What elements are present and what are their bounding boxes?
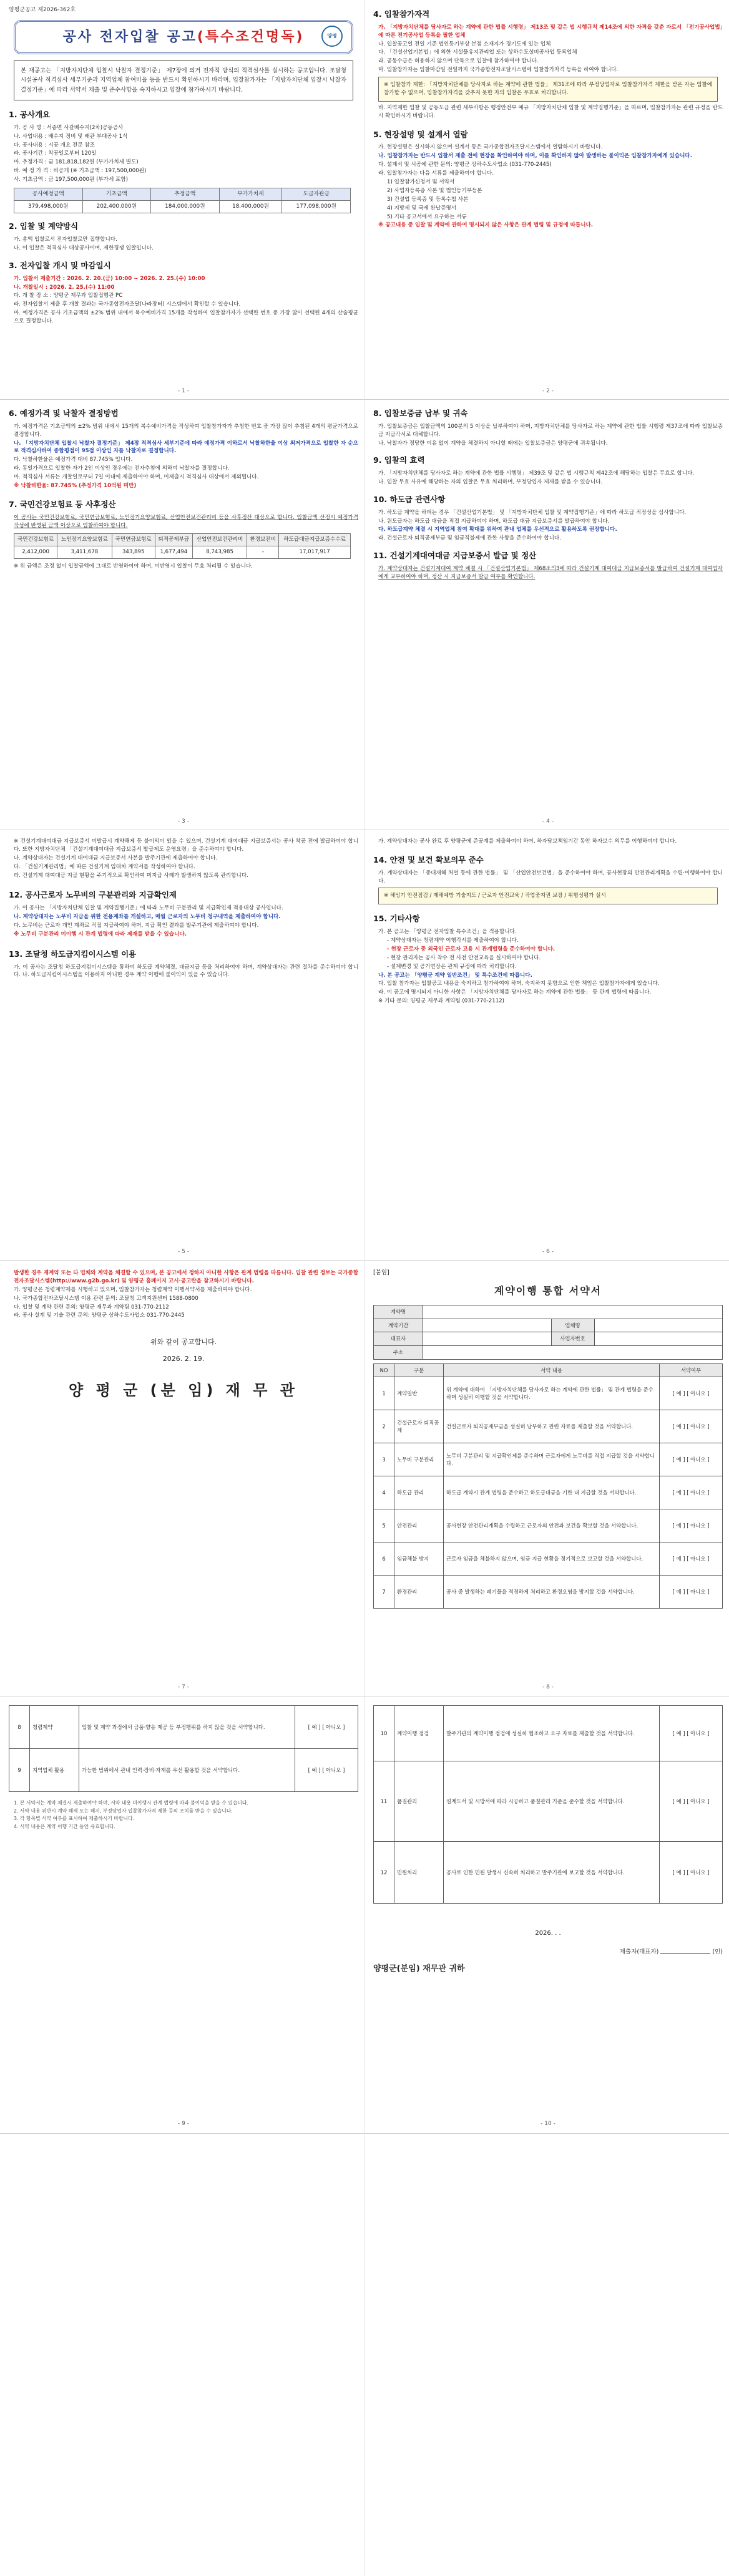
pledge-checkbox[interactable]: [ 예 ] [ 아니오 ]: [660, 1377, 723, 1410]
price-cell: 18,400,000원: [219, 201, 282, 213]
section-heading: 13. 조달청 하도급지킴이시스템 이용: [9, 949, 137, 959]
paragraph: 가. 계약상대자는 공사 완료 후 양평군에 준공계를 제출하여야 하며, 하자담보책임기간 동안 하자보수 의무를 이행하여야 합니다.: [378, 838, 677, 845]
list-item: 가. 총액 입찰로서 전자입찰로만 집행합니다.: [14, 236, 117, 243]
pledge-table: [373, 1363, 723, 1609]
note-text: 3. 각 항목별 서약 여부를 표시하여 제출하시기 바랍니다.: [14, 1816, 134, 1822]
list-item: 다. 입찰 참가자는 입찰공고 내용을 숙지하고 참가하여야 하며, 숙지하지 못함으로 인한 책임은 입찰참가자에게 있습니다.: [378, 981, 660, 987]
list-item: 바. 지역제한 입찰 및 공동도급 관련 세부사항은 행정안전부 예규 「지방자치단체 입찰 및 계약집행기준」을 따르며, 입찰참가자는 관련 규정을 반드시 확인하시기 바랍니다.: [378, 104, 723, 119]
row-number: 3: [374, 1443, 394, 1476]
list-item: 나. 입찰참가자는 반드시 입찰서 제출 전에 현장을 확인하여야 하며, 이를 확인하지 않아 발생하는 불이익은 입찰참가자에게 있습니다.: [378, 153, 692, 160]
page-number: - 6 -: [542, 1249, 554, 1255]
section-heading: 9. 입찰의 효력: [373, 455, 425, 465]
section-heading: 1. 공사개요: [9, 110, 51, 120]
page-number: - 7 -: [178, 1684, 189, 1690]
list-item: 가. 계약상대자는 건설기계대여 계약 체결 시 「건설산업기본법」 제68조의3에 따라 건설기계 대여대금 지급보증서를 발급하여 건설기계 대여업자에게 교부하여야 하며, 정산 시 지급보증서 발급 여부를 확인합니다.: [378, 566, 723, 580]
county-seal-icon: 양평: [321, 26, 343, 47]
list-item: 라. 건설근로자 퇴직공제부금 및 임금직불제에 관한 사항을 준수하여야 합니다.: [378, 535, 561, 542]
table-row: [374, 1410, 723, 1443]
page-number: - 5 -: [178, 1249, 189, 1255]
row-text: 위 계약에 대하여 「지방자치단체를 당사자로 하는 계약에 관한 법률」 및 관계 법령을 준수하며 성실히 이행할 것을 서약합니다.: [444, 1377, 660, 1410]
list-item: 다. 낙찰하한율은 예정가격 대비 87.745% 입니다.: [14, 457, 133, 463]
row-category: 임금체불 방지: [394, 1542, 444, 1576]
list-item: 다. 공사내용 : 시공 개요 전문 참조: [14, 142, 95, 148]
note-text: 2. 서약 내용 위반시 계약 해제 또는 해지, 부정당업자 입찰참가자격 제한 등의 조치를 받을 수 있습니다.: [14, 1808, 233, 1814]
page-3: [9, 407, 358, 818]
page-5: [9, 837, 358, 1249]
list-item: 나. 본 공고는 「양평군 계약 일반조건」 및 특수조건에 따릅니다.: [378, 972, 532, 979]
page-7: [9, 1269, 358, 1687]
price-cell: 202,400,000원: [82, 201, 151, 213]
page-number: - 1 -: [178, 388, 189, 394]
note-text: 4. 서약 내용은 계약 이행 기간 동안 유효합니다.: [14, 1824, 115, 1830]
bizno-field[interactable]: [594, 1332, 723, 1346]
page-10: [373, 1705, 723, 2123]
seal-mark: (인): [712, 1949, 723, 1955]
insurance-header: 하도급대금지급보증수수료: [279, 534, 351, 546]
row-category: 계약이행 점검: [394, 1706, 444, 1761]
list-item: 다. 노무비는 근로자 개인 계좌로 직접 지급하여야 하며, 지급 확인 결과를 발주기관에 제출하여야 합니다.: [14, 922, 259, 929]
section-heading: 5. 현장설명 및 설계서 열람: [373, 129, 468, 139]
table-row: [374, 1576, 723, 1609]
list-item: - 현장 근로자 중 외국인 근로자 고용 시 관계법령을 준수하여야 합니다.: [387, 946, 555, 952]
price-header: 기초금액: [82, 188, 151, 201]
list-item: 가. 「지방자치단체를 당사자로 하는 계약에 관한 법률 시행령」 제13조 및 같은 법 시행규칙 제14조에 의한 자격을 갖춘 자로서 「전기공사업법」에 따른 전기공사업 등록을 필한 업체: [378, 24, 723, 39]
insurance-cell: 343,895: [112, 546, 155, 559]
list-item: 나. 입찰공고일 전일 기준 법인등기부상 본점 소재지가 경기도에 있는 업체: [378, 41, 551, 47]
row-number: 5: [374, 1509, 394, 1542]
price-table: [14, 188, 351, 213]
contract-period-field[interactable]: [423, 1319, 552, 1332]
list-item: 가. 입찰서 제출기간 : 2026. 2. 20.(금) 10:00 ~ 2026. 2. 25.(수) 10:00: [14, 275, 205, 282]
header-label: 사업자번호: [551, 1332, 594, 1346]
notice-title-box: [14, 20, 353, 54]
table-row: [374, 1509, 723, 1542]
notice-title-sub: (특수조건명독): [197, 29, 305, 45]
row-category: 민원처리: [394, 1842, 444, 1904]
row-category: 안전관리: [394, 1509, 444, 1542]
list-item: 나. 이 입찰은 적격심사 대상공사이며, 제한경쟁 입찰입니다.: [14, 245, 154, 252]
list-item: - 계약상대자는 청렴계약 이행각서를 제출하여야 합니다.: [387, 937, 519, 944]
row-category: 청렴계약: [30, 1706, 79, 1749]
row-category: 지역업체 활용: [30, 1749, 79, 1792]
row-text: 설계도서 및 시방서에 따라 시공하고 품질관리 기준을 준수할 것을 서약합니다.: [444, 1761, 660, 1842]
list-item: 가. 예정가격은 기초금액의 ±2% 범위 내에서 15개의 복수예비가격을 작성하여 입찰참가자가 추첨한 번호 중 가장 많이 추첨된 4개의 평균가격으로 결정합니다.: [14, 423, 358, 438]
table-row: [374, 1761, 723, 1842]
sign-row: [373, 1948, 723, 1957]
header-label: 계약명: [374, 1305, 423, 1319]
list-item: 라. 입찰참가자는 다음 서류를 제출하여야 합니다.: [378, 170, 494, 177]
list-item: 마. 입찰참가자는 입찰마감일 전일까지 국가종합전자조달시스템에 입찰참가자격 등록을 하여야 합니다.: [378, 67, 619, 74]
section-heading: 6. 예정가격 및 낙찰자 결정방법: [9, 409, 119, 418]
pledge-checkbox[interactable]: [ 예 ] [ 아니오 ]: [660, 1476, 723, 1509]
insurance-header: 환경보전비: [247, 534, 279, 546]
contract-name-field[interactable]: [423, 1305, 723, 1319]
pledge-checkbox[interactable]: [ 예 ] [ 아니오 ]: [295, 1706, 358, 1749]
section-heading: 12. 공사근로자 노무비의 구분관리와 지급확인제: [9, 890, 177, 900]
row-number: 9: [9, 1749, 30, 1792]
section-heading: 4. 입찰참가자격: [373, 9, 430, 19]
notice-title: 공사 전자입찰 공고: [62, 29, 197, 45]
list-item: 다. 하도급계약 체결 시 지역업체 참여 확대를 위하여 관내 업체를 우선적으로 활용하도록 권장합니다.: [378, 526, 617, 533]
header-label: 주소: [374, 1346, 423, 1360]
section-heading: 2. 입찰 및 계약방식: [9, 221, 79, 231]
list-item: 마. 예정가격은 공사 기초금액의 ±2% 범위 내에서 복수예비가격 15개를 작성하여 입찰참가자가 선택한 번호 중 가장 많이 선택된 4개의 산술평균으로 결정합니다.: [14, 310, 358, 325]
pledge-header-table: [373, 1305, 723, 1359]
row-text: 입찰 및 계약 과정에서 금품·향응 제공 등 부정행위를 하지 않을 것을 서약합니다.: [79, 1706, 295, 1749]
page-number: - 2 -: [542, 388, 554, 394]
row-number: 11: [374, 1761, 394, 1842]
page-1: [9, 6, 358, 393]
list-item: 나. 개찰일시 : 2026. 2. 25.(수) 11:00: [14, 284, 115, 291]
row-number: 4: [374, 1476, 394, 1509]
pledge-checkbox[interactable]: [ 예 ] [ 아니오 ]: [660, 1509, 723, 1542]
row-category: 하도급 관리: [394, 1476, 444, 1509]
pledge-checkbox[interactable]: [ 예 ] [ 아니오 ]: [660, 1443, 723, 1476]
list-item: 라. 건설기계 대여대금 지급 현황을 주기적으로 확인하여 미지급 사례가 발생하지 않도록 관리합니다.: [14, 872, 248, 879]
row-text: 건설근로자 퇴직공제부금을 성실히 납부하고 관련 자료를 제출할 것을 서약합니다.: [444, 1410, 660, 1443]
section-heading: 10. 하도급 관련사항: [373, 494, 446, 504]
row-number: 12: [374, 1842, 394, 1904]
page-number: - 4 -: [542, 818, 554, 825]
pledge-checkbox[interactable]: [ 예 ] [ 아니오 ]: [660, 1542, 723, 1576]
list-item: 나. 사업내용 : 배수지 정비 및 배관 부대공사 1식: [14, 133, 128, 140]
row-text: 발주기관의 계약이행 점검에 성실히 협조하고 요구 자료를 제출할 것을 서약합니다.: [444, 1706, 660, 1761]
row-number: 6: [374, 1542, 394, 1576]
insurance-header: 국민건강보험료: [14, 534, 57, 546]
note-text: 1. 본 서약서는 계약 체결시 제출하여야 하며, 서약 내용 미이행시 관계 법령에 따라 불이익을 받을 수 있습니다.: [14, 1800, 248, 1806]
header-label: 계약기간: [374, 1319, 423, 1332]
pledge-checkbox[interactable]: [ 예 ] [ 아니오 ]: [660, 1761, 723, 1842]
list-item: 3) 건설업 등록증 및 등록수첩 사본: [387, 196, 469, 203]
list-item: 2) 사업자등록증 사본 및 법인등기부등본: [387, 187, 482, 194]
list-item: 가. 입찰보증금은 입찰금액의 100분의 5 이상을 납부하여야 하며, 지방자치단체를 당사자로 하는 계약에 관한 법률 시행령 제37조에 따라 입찰보증금 지급각서로 대체합니다.: [378, 423, 723, 438]
pledge-col-header: NO: [374, 1363, 394, 1377]
row-number: 7: [374, 1576, 394, 1609]
list-item: 다. 입찰 및 계약 관련 문의: 양평군 재무과 계약팀 031-770-2112: [14, 1304, 169, 1310]
paragraph: 발생한 경우 재계약 또는 타 업체와 계약을 체결할 수 있으며, 본 공고에서 정하지 아니한 사항은 관계 법령을 따릅니다. 입찰 관련 정보는 국가종합전자조달시스템(http://www.g2b.go.kr) 및 양평군 홈페이지 고시·공고란을 참고하시기 바랍니다.: [14, 1270, 358, 1284]
pledge-checkbox[interactable]: [ 예 ] [ 아니오 ]: [660, 1576, 723, 1609]
pledge-col-header: 서약 내용: [444, 1363, 660, 1377]
list-item: - 설계변경 및 공기연장은 관계 규정에 따라 처리합니다.: [387, 963, 517, 970]
section-heading: 3. 전자입찰 개시 및 마감일시: [9, 260, 111, 270]
note-text: ※ 노무비 구분관리 미이행 시 관계 법령에 따라 제재를 받을 수 있습니다.: [14, 931, 187, 937]
note-text: ※ 공고내용 중 입찰 및 계약에 관하여 명시되지 않은 사항은 관계 법령 및 규정에 따릅니다.: [378, 222, 594, 229]
list-item: 다. 「건설산업기본법」에 의한 시설물유지관리업 또는 상하수도설비공사업 등록업체: [378, 49, 577, 56]
row-text: 하도급 계약시 관계 법령을 준수하고 하도급대금을 기한 내 지급할 것을 서약합니다.: [444, 1476, 660, 1509]
row-text: 근로자 임금을 체불하지 않으며, 임금 지급 현황을 정기적으로 보고할 것을 서약합니다.: [444, 1542, 660, 1576]
insurance-header: 국민연금보험료: [112, 534, 155, 546]
list-item: 바. 예 정 가 격 : 비공개 (※ 기초금액 : 197,500,000원): [14, 168, 147, 175]
pledge-checkbox[interactable]: [ 예 ] [ 아니오 ]: [660, 1410, 723, 1443]
list-item: 마. 적격심사 서류는 개찰일로부터 7일 이내에 제출하여야 하며, 미제출시 적격심사 대상에서 제외됩니다.: [14, 474, 259, 481]
insurance-cell: 3,411,678: [57, 546, 112, 559]
insurance-cell: 1,677,494: [155, 546, 192, 559]
list-item: 라. 전자입찰서 제출 후 개찰 결과는 국가종합전자조달(나라장터) 시스템에서 확인할 수 있습니다.: [14, 301, 241, 308]
row-text: 노무비 구분관리 및 지급확인제를 준수하며 근로자에게 노무비를 직접 지급할 것을 서약합니다.: [444, 1443, 660, 1476]
insurance-cell: 2,412,000: [14, 546, 57, 559]
pledge-checkbox[interactable]: [ 예 ] [ 아니오 ]: [660, 1706, 723, 1761]
list-item: 가. 이 공사는 「지방자치단체 입찰 및 계약집행기준」에 따라 노무비 구분관리 및 지급확인제 적용대상 공사입니다.: [14, 905, 283, 912]
row-text: 공사현장 안전관리계획을 수립하고 근로자의 안전과 보건을 확보할 것을 서약합니다.: [444, 1509, 660, 1542]
header-label: 대표자: [374, 1332, 423, 1346]
closing-text: 위와 같이 공고합니다.: [150, 1338, 217, 1347]
list-item: 라. 이 공고에 명시되지 아니한 사항은 「지방자치단체를 당사자로 하는 계약에 관한 법률」 등 관계 법령에 따릅니다.: [378, 989, 652, 996]
row-category: 계약일반: [394, 1377, 444, 1410]
list-item: 나. 계약상대자는 노무비 지급을 위한 전용계좌를 개설하고, 매월 근로자의 노무비 청구내역을 제출하여야 합니다.: [14, 914, 281, 921]
list-item: 사. 기초금액 : 금 197,500,000원 (부가세 포함): [14, 177, 129, 183]
page-number: - 8 -: [542, 1684, 554, 1690]
section-heading: 8. 입찰보증금 납부 및 귀속: [373, 409, 468, 418]
price-header: 부가가치세: [219, 188, 282, 201]
section-heading: 11. 건설기계대여대금 지급보증서 발급 및 정산: [373, 551, 537, 561]
list-item: 가. 「지방자치단체를 당사자로 하는 계약에 관한 법률 시행령」 제39조 및 같은 법 시행규칙 제42조에 해당하는 입찰은 무효로 합니다.: [378, 470, 695, 477]
pledge-checkbox[interactable]: [ 예 ] [ 아니오 ]: [660, 1842, 723, 1904]
pledge-checkbox[interactable]: [ 예 ] [ 아니오 ]: [295, 1749, 358, 1792]
row-text: 공사 중 발생하는 폐기물을 적정하게 처리하고 환경오염을 방지할 것을 서약합니다.: [444, 1576, 660, 1609]
price-header: 추정금액: [151, 188, 220, 201]
paragraph: ※ 건설기계대여대금 지급보증서 미발급시 계약해제 등 불이익이 있을 수 있으며, 건설기계 대여대금 지급보증서는 공사 착공 전에 발급하여야 합니다. 또한 지방자치단체 「건설기계대여대금 지급보증서 발급제도 운영요령」을 준수하여야 합니다.: [14, 838, 358, 853]
row-text: 가능한 범위에서 관내 인력·장비·자재를 우선 활용할 것을 서약합니다.: [79, 1749, 295, 1792]
table-row: [374, 1476, 723, 1509]
column-divider: [364, 0, 365, 2576]
address-field[interactable]: [423, 1346, 723, 1360]
paragraph: 가. 계약상대자는 「중대재해 처벌 등에 관한 법률」 및 「산업안전보건법」을 준수하여야 하며, 공사현장의 안전관리계획을 수립·이행하여야 합니다.: [378, 869, 723, 884]
list-item: 나. 국가종합전자조달시스템 이용 관련 문의: 조달청 고객지원센터 1588-0800: [14, 1295, 198, 1302]
pledge-table-cont: [9, 1705, 358, 1792]
price-cell: 177,098,000원: [282, 201, 351, 213]
recipient-name: 양평군(분임) 재무관 귀하: [373, 1964, 465, 1974]
section-heading: 14. 안전 및 보건 확보의무 준수: [373, 855, 484, 864]
company-field[interactable]: [594, 1319, 723, 1332]
insurance-table: [14, 533, 351, 559]
list-item: 가. 하도급 계약을 하려는 경우 「건설산업기본법」 및 「지방자치단체 입찰 및 계약집행기준」에 따라 하도급 적정성을 심사합니다.: [378, 509, 687, 516]
list-item: 이 공사는 국민건강보험료, 국민연금보험료, 노인장기요양보험료, 산업안전보건관리비 등을 사후정산 대상으로 합니다. 입찰금액 산정시 예정가격 작성에 반영된 금액 이상으로 입찰하여야 합니다.: [14, 514, 358, 529]
page-number: - 10 -: [541, 2121, 555, 2127]
list-item: 가. 공 사 명 : 서종면 사갈배수지(2차)공동공사: [14, 124, 124, 131]
notice-box: ※ 입찰참가 제한: 「지방자치단체를 당사자로 하는 계약에 관한 법률」 제31조에 따라 부정당업자로 입찰참가자격 제한을 받은 자는 입찰에 참가할 수 없으며, 입찰참가자격을 갖추지 못한 자의 입찰은 무효로 처리합니다.: [378, 77, 718, 102]
note-text: ※ 위 금액은 조정 없이 입찰금액에 그대로 반영하여야 하며, 미반영시 입찰이 무효 처리될 수 있습니다.: [14, 563, 253, 570]
list-item: 라. 동일가격으로 입찰한 자가 2인 이상인 경우에는 전자추첨에 의하여 낙찰자를 결정합니다.: [14, 465, 230, 472]
notice-number: 양평군공고 제2026-362호: [9, 7, 76, 13]
ceo-field[interactable]: [423, 1332, 552, 1346]
attachment-label: [붙임]: [373, 1269, 389, 1276]
list-item: 다. 개 찰 장 소 : 양평군 재무과 입찰집행관 PC: [14, 293, 123, 299]
insurance-cell: 17,017,917: [279, 546, 351, 559]
sign-label: 제출자(대표자): [619, 1949, 659, 1955]
page-number: - 3 -: [178, 818, 189, 825]
section-heading: 15. 기타사항: [373, 914, 420, 924]
paragraph: 가. 이 공사는 조달청 하도급지킴이시스템을 통하여 하도급 계약체결, 대금지급 등을 처리하여야 하며, 계약상대자는 관련 절차를 준수하여야 합니다. 나. 하도급지킴이시스템을 이용하지 아니한 경우 계약 이행에 불이익이 있을 수 있습니다.: [14, 964, 358, 979]
header-label: 업체명: [551, 1319, 594, 1332]
note-text: ※ 낙찰하한율: 87.745% (추정가격 10억원 미만): [14, 482, 137, 489]
list-item: 라. 공사 설계 및 기술 관련 문의: 양평군 상하수도사업소 031-770-2445: [14, 1312, 185, 1319]
pledge-title: 계약이행 통합 서약서: [494, 1285, 602, 1297]
insurance-header: 산업안전보건관리비: [192, 534, 247, 546]
row-number: 1: [374, 1377, 394, 1410]
list-item: 라. 공동수급은 허용하지 않으며 단독으로 입찰에 참가하여야 합니다.: [378, 58, 539, 65]
issuer-name: 양 평 군 (분 임) 재 무 관: [69, 1382, 298, 1400]
note-text: ※ 기타 문의: 양평군 재무과 계약팀 (031-770-2112): [378, 998, 504, 1005]
list-item: 다. 「건설기계관리법」에 따른 건설기계 임대차 계약서를 작성하여야 합니다.: [14, 863, 195, 870]
row-category: 노무비 구분관리: [394, 1443, 444, 1476]
row-category: 환경관리: [394, 1576, 444, 1609]
list-item: 나. 계약상대자는 건설기계 대여대금 지급보증서 사본을 발주기관에 제출하여야 합니다.: [14, 855, 218, 861]
price-cell: 184,000,000원: [151, 201, 220, 213]
insurance-cell: -: [247, 546, 279, 559]
pledge-table-cont: [373, 1705, 723, 1904]
sign-date: 2026. . .: [535, 1930, 561, 1937]
row-number: 2: [374, 1410, 394, 1443]
sign-field[interactable]: [660, 1953, 710, 1954]
list-item: 나. 원도급자는 하도급 대금을 직접 지급하여야 하며, 하도급 대금 지급보증서를 발급하여야 합니다.: [378, 518, 610, 525]
page-9: [9, 1705, 358, 2123]
list-item: 가. 본 공고는 「양평군 전자입찰 특수조건」을 적용합니다.: [378, 929, 517, 936]
page-2: [373, 6, 723, 393]
table-row: [374, 1377, 723, 1410]
insurance-header: 퇴직공제부금: [155, 534, 192, 546]
list-item: 가. 양평군은 청렴계약제를 시행하고 있으며, 입찰참가자는 청렴계약 이행서약서를 제출하여야 합니다.: [14, 1286, 252, 1293]
list-item: 가. 현장설명은 실시하지 않으며 설계서 등은 국가종합전자조달시스템에서 열람하시기 바랍니다.: [378, 144, 603, 151]
list-item: 다. 설계서 및 시공에 관한 문의: 양평군 상하수도사업소 (031-770-2445): [378, 162, 552, 168]
table-row: [374, 1706, 723, 1761]
intro-box: 본 재공고는 「지방자치단체 입찰시 낙찰자 결정기준」 제7장에 의거 전자적 방식의 적격심사를 실시하는 공고입니다. 조달청 시설공사 적격심사 세부기준과 지역업체 참여비율 등을 반드시 확인하시기 바라며, 입찰참가자는 「지방자치단체 입찰시 낙찰자 결정기준」에 따라 서약서 제출 및 준수사항을 숙지하시고 입찰에 참가하시기 바랍니다.: [14, 61, 353, 101]
safety-box: ※ 해빙기 안전점검 / 재해예방 기술지도 / 근로자 안전교육 / 작업중지권 보장 / 위험성평가 실시: [378, 888, 718, 904]
list-item: 라. 공사기간 : 착공일로부터 120일: [14, 150, 97, 157]
notice-date: 2026. 2. 19.: [162, 1354, 205, 1363]
insurance-cell: 8,743,985: [192, 546, 247, 559]
table-row: [374, 1542, 723, 1576]
row-text: 공사로 인한 민원 발생시 신속히 처리하고 발주기관에 보고할 것을 서약합니다.: [444, 1842, 660, 1904]
list-item: 1) 입찰참가신청서 및 서약서: [387, 178, 455, 185]
page-6: [373, 837, 723, 1249]
section-heading: 7. 국민건강보험료 등 사후정산: [9, 499, 116, 509]
table-row: [9, 1749, 358, 1792]
row-category: 품질관리: [394, 1761, 444, 1842]
list-item: 5) 기타 공고서에서 요구하는 서류: [387, 213, 467, 220]
pledge-col-header: 서약여부: [660, 1363, 723, 1377]
table-row: [374, 1842, 723, 1904]
page-4: [373, 407, 723, 818]
list-item: 나. 「지방자치단체 입찰시 낙찰자 결정기준」 제4장 적격심사 세부기준에 따라 예정가격 이하로서 낙찰하한율 이상 최저가격으로 입찰한 자 순으로 적격심사하여 종합평점이 95점 이상인 자를 낙찰자로 결정합니다.: [14, 440, 358, 455]
page-8: [373, 1269, 723, 1687]
list-item: 마. 추정가격 : 금 181,818,182원 (부가가치세 별도): [14, 159, 139, 166]
price-cell: 379,498,000원: [14, 201, 83, 213]
insurance-header: 노인장기요양보험료: [57, 534, 112, 546]
row-number: 10: [374, 1706, 394, 1761]
list-item: 나. 낙찰자가 정당한 이유 없이 계약을 체결하지 아니할 때에는 입찰보증금은 양평군에 귀속됩니다.: [378, 440, 608, 447]
table-row: [374, 1443, 723, 1476]
list-item: 4) 지방세 및 국세 완납증명서: [387, 205, 457, 211]
page-number: - 9 -: [178, 2121, 189, 2127]
pledge-col-header: 구분: [394, 1363, 444, 1377]
list-item: 나. 입찰 무효 사유에 해당하는 자의 입찰은 무효 처리하며, 부정당업자 제재를 받을 수 있습니다.: [378, 479, 603, 486]
list-item: - 현장 관리자는 공사 착수 전 사전 안전교육을 실시하여야 합니다.: [387, 954, 541, 961]
row-category: 건설근로자 퇴직공제: [394, 1410, 444, 1443]
price-header: 공사예정금액: [14, 188, 83, 201]
row-number: 8: [9, 1706, 30, 1749]
price-header: 도급자관급: [282, 188, 351, 201]
table-row: [9, 1706, 358, 1749]
